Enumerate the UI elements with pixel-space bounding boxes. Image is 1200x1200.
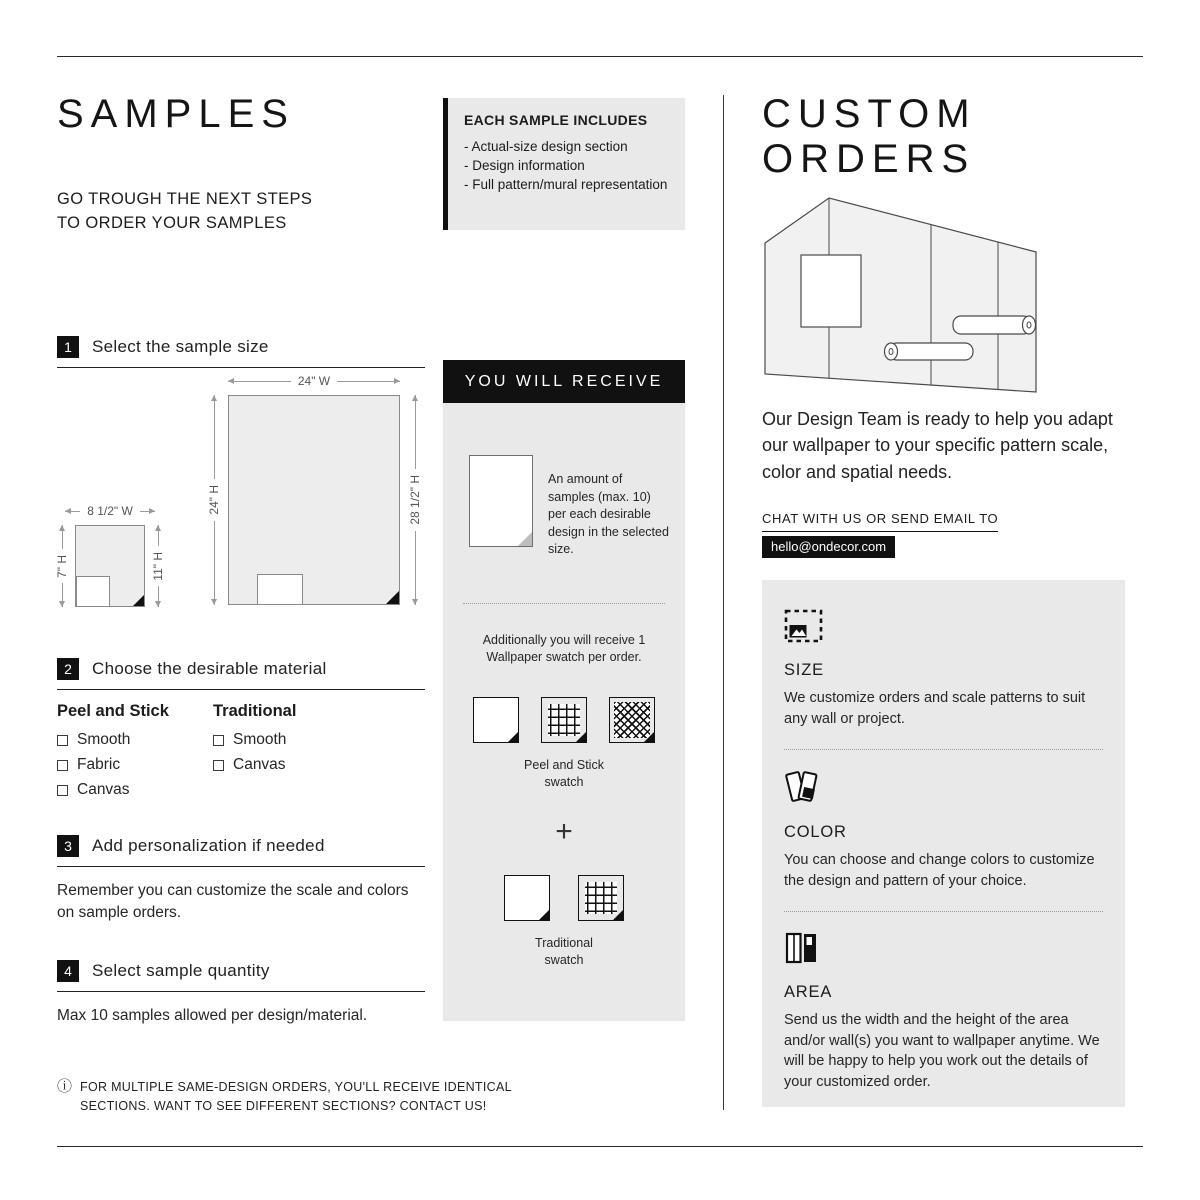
includes-title: EACH SAMPLE INCLUDES	[464, 112, 648, 128]
option-label: Fabric	[77, 756, 121, 773]
material-options	[57, 702, 425, 806]
checkbox-icon[interactable]	[213, 735, 224, 746]
checkbox-icon[interactable]	[57, 760, 68, 771]
step-2-number-badge: 2	[57, 658, 79, 680]
option-peel-fabric[interactable]	[57, 756, 213, 774]
swatch-fold-corner-icon	[613, 910, 623, 920]
feature-area-text: Send us the width and the height of the area and/or wall(s) you want to wallpaper anytime. We will be happy to help you work out the details of your customized order.	[784, 1012, 1100, 1091]
traditional-column	[213, 702, 296, 806]
footnote	[57, 1078, 535, 1116]
samples-intro	[57, 188, 312, 236]
dotted-separator	[784, 749, 1103, 750]
small-height-left-label: 7" H	[55, 554, 69, 578]
option-label: Canvas	[77, 781, 130, 798]
each-sample-includes-box	[443, 98, 685, 230]
option-traditional-canvas[interactable]	[213, 756, 296, 774]
small-height-left-dimension	[55, 525, 69, 607]
step-4-number-badge: 4	[57, 960, 79, 982]
includes-item: - Full pattern/mural representation	[464, 175, 669, 194]
step-3-number-badge: 3	[57, 835, 79, 857]
sample-sheet-on-wall	[801, 255, 861, 327]
checkbox-icon[interactable]	[57, 785, 68, 796]
small-height-right-label: 11" H	[151, 551, 165, 581]
large-height-left-label: 24" H	[207, 485, 221, 515]
peel-and-stick-title: Peel and Stick	[57, 702, 169, 720]
peel-and-stick-swatch-row	[443, 697, 685, 743]
small-sample-rect	[75, 525, 145, 607]
option-peel-canvas[interactable]	[57, 781, 213, 799]
swatch-fold-corner-icon	[644, 732, 654, 742]
step-4-header	[57, 960, 425, 992]
step-4-text: Max 10 samples allowed per design/material.	[57, 1007, 368, 1024]
feature-size-text: We customize orders and scale patterns to suit any wall or project.	[784, 690, 1086, 727]
step-3-header	[57, 835, 425, 867]
traditional-swatch-label: Traditional swatch	[535, 935, 593, 967]
samples-title: SAMPLES	[57, 92, 295, 136]
traditional-swatch-row	[443, 875, 685, 921]
peel-and-stick-column	[57, 702, 213, 806]
dimension-line	[228, 381, 291, 382]
large-height-left-dimension	[207, 395, 221, 605]
samples-amount-row	[443, 403, 685, 559]
custom-orders-paragraph: Our Design Team is ready to help you adapt our wallpaper to your specific pattern scale, color and spatial needs.	[762, 409, 1113, 482]
page-fold-corner-icon	[518, 532, 532, 546]
crosshatch-pattern-swatch-icon	[609, 697, 655, 743]
dotted-separator	[463, 603, 665, 604]
step-1-header	[57, 336, 425, 368]
contact-block	[762, 510, 998, 558]
chat-with-us-label: CHAT WITH US OR SEND EMAIL TO	[762, 511, 998, 532]
color-swatches-icon	[784, 768, 824, 806]
step-2-section	[57, 658, 425, 806]
custom-orders-title: CUSTOM ORDERS	[762, 92, 977, 181]
info-icon: ⓘ	[57, 1078, 73, 1095]
small-width-dimension	[65, 504, 155, 518]
you-will-receive-panel	[443, 403, 685, 1021]
dotted-separator	[784, 911, 1103, 912]
swatch-fold-corner-icon	[539, 910, 549, 920]
wallpaper-roll-upper	[953, 316, 1036, 334]
feature-size	[784, 608, 1103, 729]
step-2-label: Choose the desirable material	[92, 659, 327, 678]
large-height-right-dimension	[408, 395, 422, 605]
dimension-line	[214, 395, 215, 479]
step-4-label: Select sample quantity	[92, 961, 270, 980]
step-3-label: Add personalization if needed	[92, 836, 325, 855]
feature-area-name: AREA	[784, 983, 833, 1002]
step-3-text: Remember you can customize the scale and colors on sample orders.	[57, 882, 409, 921]
you-will-receive-header: YOU WILL RECEIVE	[443, 360, 685, 403]
option-traditional-smooth[interactable]	[213, 731, 296, 749]
samples-intro-line2: TO ORDER YOUR SAMPLES	[57, 213, 287, 232]
option-label: Smooth	[77, 731, 131, 748]
swatch-fold-corner-icon	[508, 732, 518, 742]
wallpaper-roll-lower	[885, 343, 974, 360]
dimension-line	[158, 525, 159, 546]
option-label: Smooth	[233, 731, 287, 748]
step-3-section	[57, 835, 425, 924]
small-width-label: 8 1/2" W	[87, 504, 133, 518]
option-label: Canvas	[233, 756, 286, 773]
wall-area-icon	[784, 930, 820, 966]
includes-item: - Actual-size design section	[464, 137, 669, 156]
plain-swatch-icon	[473, 697, 519, 743]
small-sample-fold-corner-icon	[133, 595, 144, 606]
dimension-line	[62, 525, 63, 549]
dimension-line	[214, 521, 215, 605]
large-sample-section-rect	[257, 574, 303, 604]
dimension-line	[65, 511, 80, 512]
swatch-fold-corner-icon	[576, 732, 586, 742]
image-size-icon	[784, 608, 824, 644]
bottom-rule	[57, 1146, 1143, 1147]
custom-features-panel	[762, 580, 1125, 1107]
top-rule	[57, 56, 1143, 57]
sample-page-icon	[469, 455, 533, 547]
option-peel-smooth[interactable]	[57, 731, 213, 749]
step-2-header	[57, 658, 425, 690]
feature-color-text: You can choose and change colors to customize the design and pattern of your choice.	[784, 852, 1095, 889]
dimension-line	[415, 531, 416, 605]
includes-item: - Design information	[464, 156, 669, 175]
plain-swatch-icon	[504, 875, 550, 921]
step-4-section	[57, 960, 425, 1027]
email-link[interactable]: hello@ondecor.com	[762, 536, 895, 558]
dimension-line	[140, 511, 155, 512]
large-width-label: 24" W	[297, 374, 331, 388]
large-width-dimension	[228, 374, 400, 388]
dimension-line	[415, 395, 416, 469]
large-sample-rect	[228, 395, 400, 605]
footnote-text: FOR MULTIPLE SAME-DESIGN ORDERS, YOU'LL RECEIVE IDENTICAL SECTIONS. WANT TO SEE DIFFERENT SECTIONS? CONTACT US!	[80, 1080, 512, 1113]
small-sample-section-rect	[76, 576, 110, 606]
grid-pattern-swatch-icon	[541, 697, 587, 743]
column-divider	[723, 95, 724, 1110]
dimension-line	[337, 381, 400, 382]
peel-and-stick-swatch-label: Peel and Stick swatch	[524, 758, 604, 789]
feature-color-name: COLOR	[784, 823, 847, 842]
samples-amount-text: An amount of samples (max. 10) per each desirable design in the selected size.	[548, 472, 669, 556]
traditional-title: Traditional	[213, 702, 297, 720]
dimension-line	[158, 586, 159, 607]
plus-icon: +	[555, 814, 573, 848]
wall-illustration-svg	[763, 195, 1041, 397]
large-height-right-label: 28 1/2" H	[408, 475, 422, 525]
checkbox-icon[interactable]	[57, 735, 68, 746]
additionally-text: Additionally you will receive 1 Wallpaper swatch per order.	[482, 632, 646, 665]
feature-color	[784, 768, 1103, 891]
checkbox-icon[interactable]	[213, 760, 224, 771]
step-1-section	[57, 336, 425, 368]
feature-area	[784, 930, 1103, 1092]
samples-intro-line1: GO TROUGH THE NEXT STEPS	[57, 190, 313, 208]
step-1-label: Select the sample size	[92, 337, 269, 356]
wallpaper-wall-illustration	[763, 195, 1041, 402]
feature-size-name: SIZE	[784, 661, 824, 679]
sample-size-diagram	[57, 372, 425, 610]
small-height-right-dimension	[151, 525, 165, 607]
dimension-line	[62, 583, 63, 607]
step-1-number-badge: 1	[57, 336, 79, 358]
large-sample-fold-corner-icon	[386, 591, 399, 604]
grid-pattern-swatch-icon	[578, 875, 624, 921]
